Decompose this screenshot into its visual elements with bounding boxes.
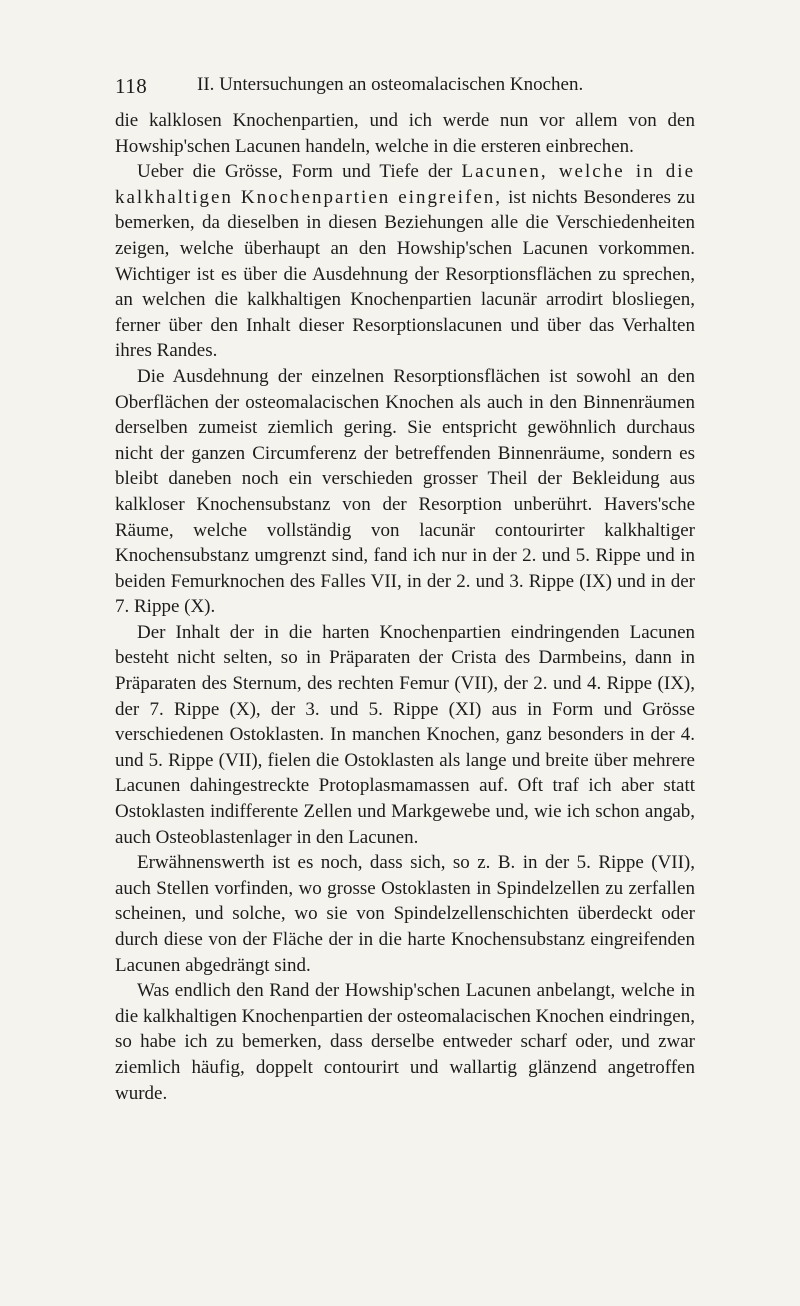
paragraph — [115, 108, 695, 159]
page-header — [115, 74, 715, 102]
paragraph-text: Erwähnenswerth ist es noch, dass sich, so z. B. in der 5. Rippe (VII), auch Stellen vorfinden, wo grosse Ostoklasten in Spindelzellen zu zerfallen scheinen, und solche, wo sie von Spindelzellenschichten überdeckt oder durch diese von der Fläche der in die harte Knochensubstanz eingreifenden Lacunen abgedrängt sind. — [115, 852, 695, 976]
paragraph-text: die kalklosen Knochenpartien, und ich werde nun vor allem von den Howship'schen Lacunen handeln, welche in die ersteren einbrechen. — [115, 110, 695, 157]
paragraph-text: Die Ausdehnung der einzelnen Resorptionsflächen ist sowohl an den Oberflächen der osteomalacischen Knochen als auch in den Binnenräumen derselben zumeist ziemlich gering. Sie entspricht gewöhnlich durchaus nicht der ganzen Circumferenz der betreffenden Binnenräume, sondern es bleibt daneben noch ein verschieden grosser Theil der Bekleidung aus kalkloser Knochensubstanz von der Resorption unberührt. Havers'sche Räume, welche vollständig von lacunär contourirter kalkhaltiger Knochensubstanz umgrenzt sind, fand ich nur in der 2. und 5. Rippe und in beiden Femurknochen des Falles VII, in der 2. und 3. Rippe (IX) und in der 7. Rippe (X). — [115, 365, 695, 618]
paragraph-text: ist nichts Besonderes zu bemerken, da dieselben in diesen Beziehungen alle die Verschiedenheiten zeigen, welche überhaupt an den Howship'schen Lacunen vorkommen. Wichtiger ist es über die Ausdehnung der Resorptionsflächen zu sprechen, an welchen die kalkhaltigen Knochenpartien lacunär arrodirt blosliegen, ferner über den Inhalt dieser Resorptionslacunen und über das Verhalten ihres Randes. — [115, 186, 696, 362]
running-title: II. Untersuchungen an osteomalacischen Knochen. — [197, 74, 584, 95]
paragraph — [115, 364, 695, 620]
paragraph — [115, 159, 695, 364]
paragraph-text: Ueber die Grösse, Form und Tiefe der — [137, 161, 462, 183]
paragraph-text: Der Inhalt der in die harten Knochenpartien eindringenden Lacunen besteht nicht selten, so in Präparaten der Crista des Darmbeins, dann in Präparaten des Sternum, des rechten Femur (VII), der 2. und 4. Rippe (IX), der 7. Rippe (X), der 3. und 5. Rippe (XI) aus in Form und Grösse verschiedenen Ostoklasten. In manchen Knochen, ganz besonders in der 4. und 5. Rippe (VII), fielen die Ostoklasten als lange und breite über mehrere Lacunen dahingestreckte Protoplasmamassen auf. Oft traf ich aber statt Ostoklasten indifferente Zellen und Markgewebe und, wie ich schon angab, auch Osteoblastenlager in den Lacunen. — [115, 621, 695, 848]
paragraph — [115, 620, 695, 850]
body-text — [115, 108, 695, 1106]
paragraph-text: Was endlich den Rand der Howship'schen Lacunen anbelangt, welche in die kalkhaltigen Knochenpartien der osteomalacischen Knochen eindringen, so habe ich zu bemerken, dass derselbe entweder scharf oder, und zwar ziemlich häufig, doppelt contourirt und wallartig glänzend angetroffen wurde. — [115, 980, 695, 1104]
page-number: 118 — [115, 74, 148, 98]
emphasized-text: Lacunen, welche in die kalkhaltigen Knochenpartien eingreifen, — [115, 161, 695, 208]
paragraph — [115, 978, 695, 1106]
paragraph — [115, 850, 695, 978]
